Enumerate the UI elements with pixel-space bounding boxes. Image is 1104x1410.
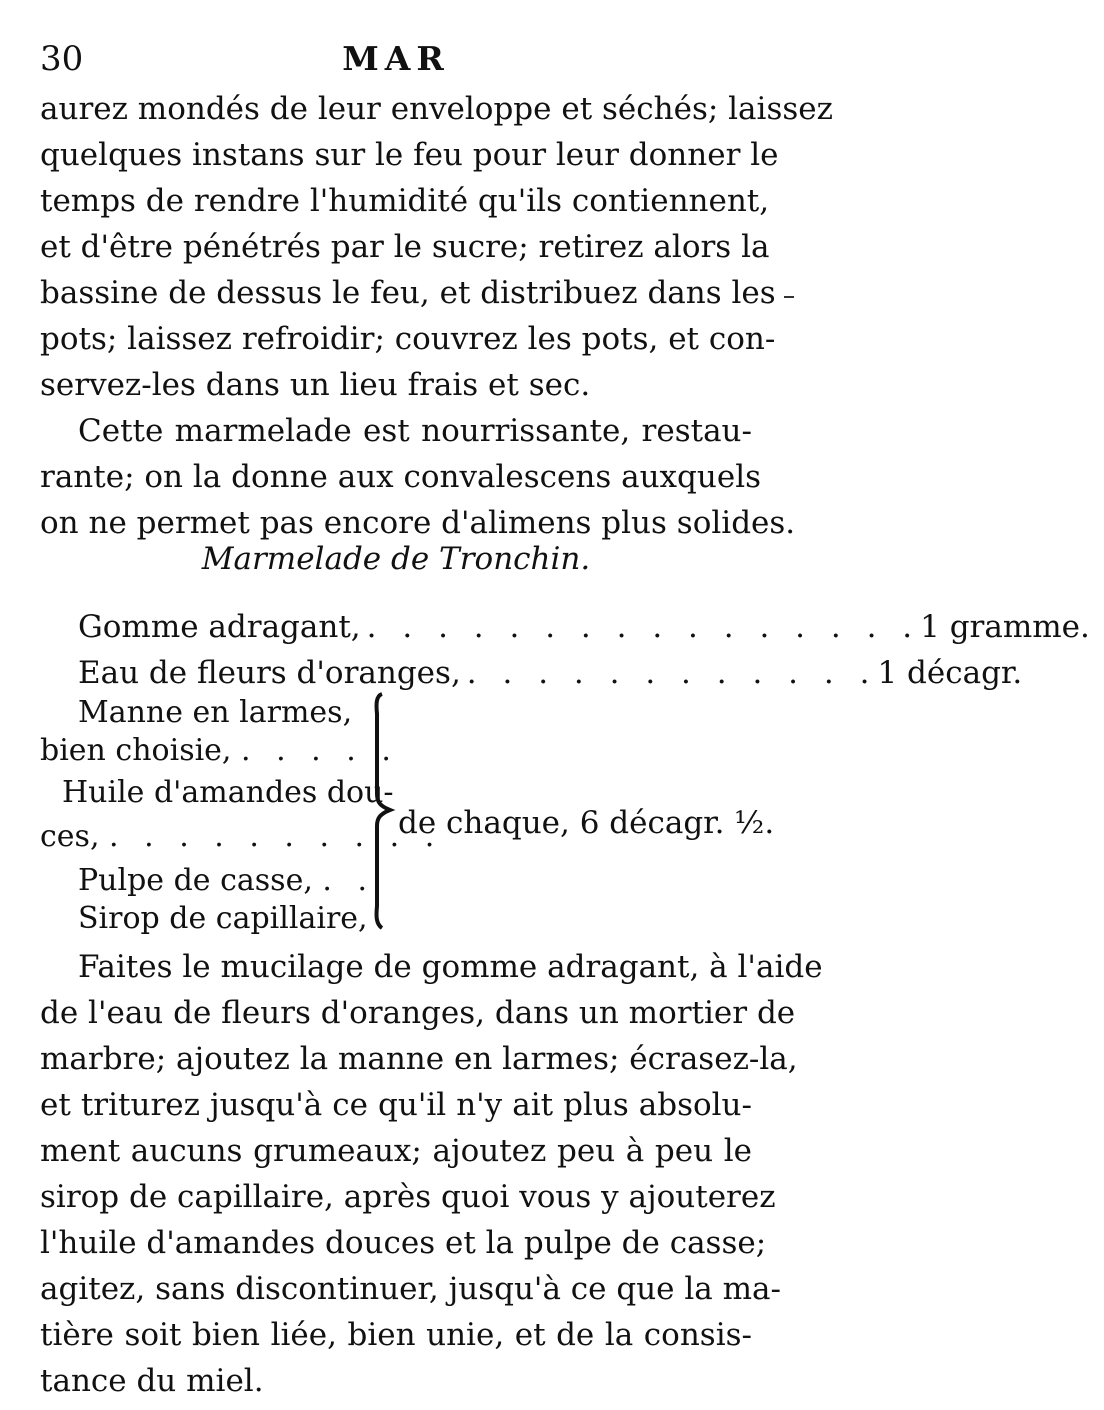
grouped-ingredient-line	[62, 770, 394, 816]
grouped-quantity: de chaque, 6 décagr. ½.	[398, 805, 775, 841]
running-title: MAR	[342, 39, 450, 78]
ingredient-name: Pulpe de casse,	[78, 863, 313, 898]
text-line: pots; laissez refroidir; couvrez les pots, et con-	[40, 321, 776, 357]
text-line: agitez, sans discontinuer, jusqu'à ce que la ma-	[40, 1271, 781, 1307]
text-line: ment aucuns grumeaux; ajoutez peu à peu le	[40, 1133, 752, 1169]
leader-dots: . . . . . . . . . . . .	[466, 655, 878, 691]
ingredient-name: Eau de fleurs d'oranges,	[78, 655, 461, 691]
ingredient-name: Sirop de capillaire,	[78, 901, 368, 936]
leader-dots: . . . . .	[241, 733, 399, 768]
text-line: bassine de dessus le feu, et distribuez dans les	[40, 275, 776, 311]
grouped-ingredient-line	[40, 728, 399, 774]
text-line: quelques instans sur le feu pour leur donner le	[40, 137, 779, 173]
ingredient-quantity: 1 décagr.	[877, 655, 1023, 691]
text-line: temps de rendre l'humidité qu'ils contiennent,	[40, 183, 770, 219]
leader-dots: . . . . . . . . . .	[109, 819, 443, 854]
recipe-title: Marmelade de Tronchin.	[201, 541, 591, 577]
text-line: et d'être pénétrés par le sucre; retirez alors la	[40, 229, 770, 265]
text-line: Faites le mucilage de gomme adragant, à l'aide	[78, 949, 823, 985]
text-line: l'huile d'amandes douces et la pulpe de casse;	[40, 1225, 767, 1261]
text-line: aurez mondés de leur enveloppe et séchés; laissez	[40, 91, 833, 127]
text-line: de l'eau de fleurs d'oranges, dans un mortier de	[40, 995, 796, 1031]
ingredient-name: bien choisie,	[40, 733, 232, 768]
text-line: sirop de capillaire, après quoi vous y ajouterez	[40, 1179, 776, 1215]
ingredient-name: Manne en larmes,	[78, 695, 353, 730]
ingredient-name: Huile d'amandes dou-	[62, 775, 394, 810]
text-line: tance du miel.	[40, 1363, 264, 1399]
text-line: tière soit bien liée, bien unie, et de la consis-	[40, 1317, 752, 1353]
ingredient-row	[78, 604, 1090, 650]
leader-dots: . . . . . . . . . . . . . . . .	[366, 609, 921, 645]
text-line: et triturez jusqu'à ce qu'il n'y ait plus absolu-	[40, 1087, 752, 1123]
page-number: 30	[40, 39, 84, 79]
ingredient-name: Gomme adragant,	[78, 609, 361, 645]
text-line: Cette marmelade est nourrissante, restau-	[78, 413, 752, 449]
ingredient-quantity: 1 gramme.	[920, 609, 1090, 645]
text-line: on ne permet pas encore d'alimens plus solides.	[40, 505, 796, 541]
leader-dots: . .	[322, 863, 376, 898]
margin-mark	[784, 296, 794, 298]
text-line: marbre; ajoutez la manne en larmes; écrasez-la,	[40, 1041, 798, 1077]
page-header	[40, 36, 752, 82]
ingredient-name: ces,	[40, 819, 100, 854]
text-line: servez-les dans un lieu frais et sec.	[40, 367, 591, 403]
text-line: rante; on la donne aux convalescens auxquels	[40, 459, 762, 495]
grouped-ingredient-line	[78, 896, 368, 942]
